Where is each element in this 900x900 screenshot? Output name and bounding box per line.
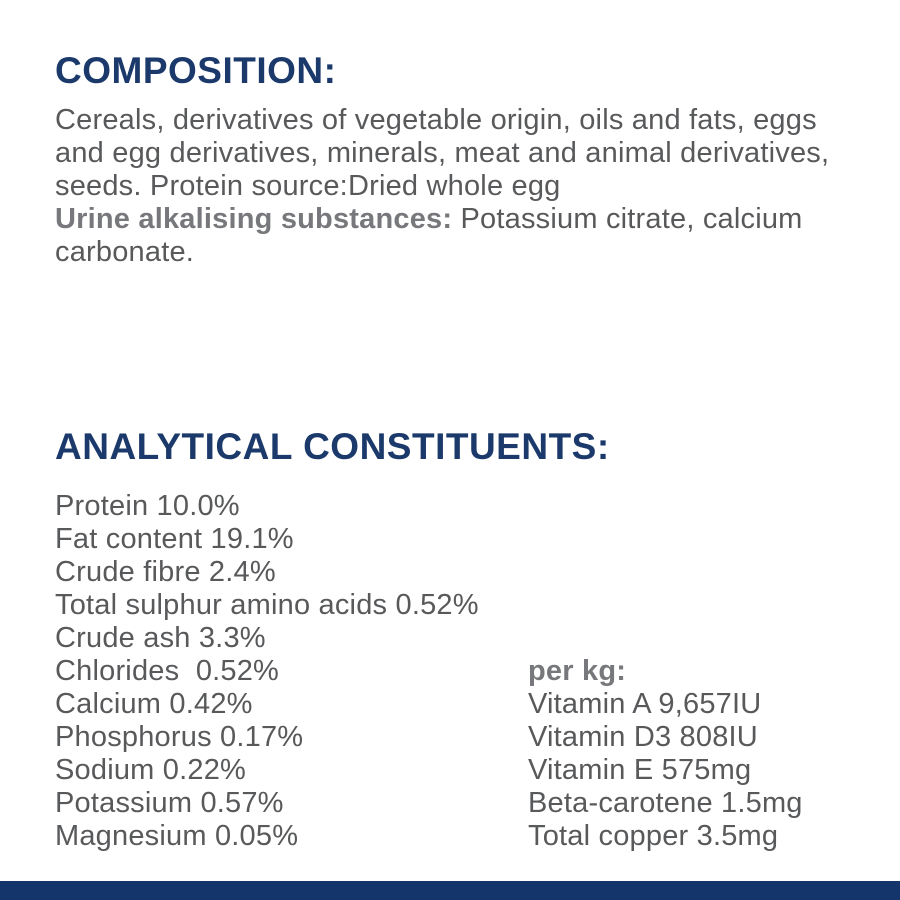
analytical-item-magnesium: Magnesium 0.05%: [55, 820, 299, 852]
per-kg-column: [528, 655, 803, 853]
composition-heading: COMPOSITION:: [55, 50, 337, 91]
analytical-item-crude-fibre: Crude fibre 2.4%: [55, 556, 276, 588]
bottom-accent-bar: [0, 881, 900, 900]
composition-body-text: Cereals, derivatives of vegetable origin, oils and fats, eggs and egg derivatives, minerals, meat and animal derivatives, seeds. Protein source:Dried whole egg: [55, 104, 830, 202]
perkg-item-vitamin-d3: Vitamin D3 808IU: [528, 721, 758, 753]
perkg-item-vitamin-e: Vitamin E 575mg: [528, 754, 752, 786]
analytical-constituents-heading: ANALYTICAL CONSTITUENTS:: [55, 426, 610, 467]
analytical-item-protein: Protein 10.0%: [55, 490, 240, 522]
analytical-item-chlorides: Chlorides 0.52%: [55, 655, 280, 687]
analytical-item-calcium: Calcium 0.42%: [55, 688, 253, 720]
composition-paragraph: [55, 104, 830, 269]
per-kg-label: per kg:: [528, 655, 627, 687]
perkg-item-beta-carotene: Beta-carotene 1.5mg: [528, 787, 803, 819]
analytical-item-sulphur-amino-acids: Total sulphur amino acids 0.52%: [55, 589, 479, 621]
analytical-item-potassium: Potassium 0.57%: [55, 787, 284, 819]
analytical-constituents-list: [55, 490, 479, 853]
perkg-item-vitamin-a: Vitamin A 9,657IU: [528, 688, 762, 720]
urine-alkalising-label: Urine alkalising substances:: [55, 203, 453, 235]
analytical-item-phosphorus: Phosphorus 0.17%: [55, 721, 304, 753]
analytical-item-fat-content: Fat content 19.1%: [55, 523, 294, 555]
perkg-item-total-copper: Total copper 3.5mg: [528, 820, 779, 852]
analytical-item-crude-ash: Crude ash 3.3%: [55, 622, 266, 654]
analytical-item-sodium: Sodium 0.22%: [55, 754, 247, 786]
urine-alkalising-value: Potassium citrate, calcium carbonate.: [55, 203, 803, 268]
